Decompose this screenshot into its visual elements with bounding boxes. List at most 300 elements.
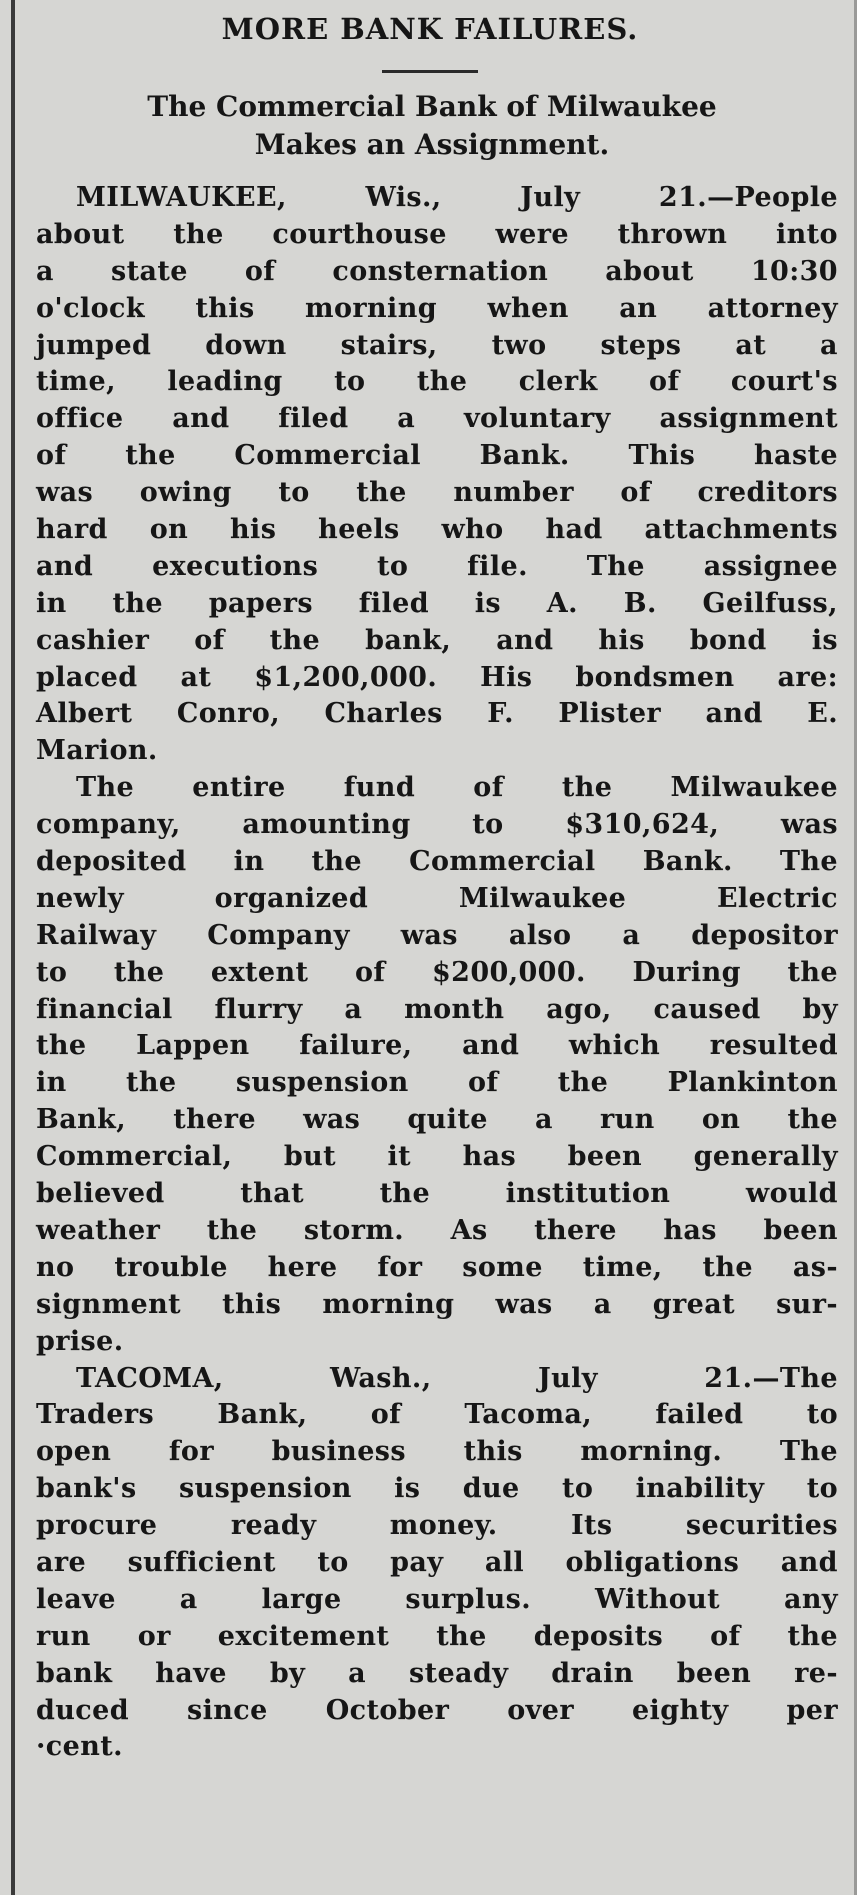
article-word: of bbox=[194, 624, 225, 656]
article-word: B. bbox=[623, 587, 657, 619]
article-word: Wis., bbox=[365, 182, 442, 213]
article-word: at bbox=[735, 329, 767, 361]
article-word: the bbox=[125, 440, 176, 472]
article-word: Electric bbox=[716, 882, 838, 914]
article-word: prise. bbox=[36, 1325, 124, 1357]
article-word: July bbox=[520, 182, 581, 213]
article-word: fund bbox=[343, 772, 416, 804]
article-line bbox=[36, 586, 838, 623]
article-word: any bbox=[783, 1583, 838, 1615]
article-word: jumped bbox=[36, 329, 152, 361]
article-word: the bbox=[702, 1251, 753, 1283]
article-word: extent bbox=[210, 956, 309, 988]
article-word: depositor bbox=[691, 919, 838, 951]
article-word: the bbox=[787, 956, 838, 988]
article-word: court's bbox=[730, 366, 838, 398]
article-word: of bbox=[36, 440, 67, 472]
article-word: Tacoma, bbox=[464, 1399, 593, 1431]
article-word: obligations bbox=[565, 1546, 740, 1578]
article-word: excitement bbox=[217, 1620, 390, 1652]
article-word: this bbox=[222, 1288, 282, 1320]
article-word: Commercial bbox=[409, 846, 596, 878]
article-line bbox=[36, 1656, 838, 1693]
article-word: October bbox=[325, 1694, 450, 1726]
article-word: duced bbox=[36, 1694, 130, 1726]
article-word: 21.—The bbox=[704, 1362, 838, 1394]
article-word: been bbox=[763, 1214, 838, 1246]
article-word: Bank, bbox=[36, 1104, 127, 1136]
article-word: attorney bbox=[707, 292, 838, 324]
article-word: Plister bbox=[558, 698, 662, 730]
article-word: voluntary bbox=[463, 403, 611, 435]
article-word: consternation bbox=[332, 255, 549, 287]
article-word: to bbox=[806, 1399, 838, 1431]
article-word: newly bbox=[36, 882, 124, 914]
article-word: flurry bbox=[214, 993, 303, 1025]
article-word: morning. bbox=[580, 1436, 723, 1468]
article-word: assignee bbox=[703, 550, 838, 582]
article-word: a bbox=[344, 993, 363, 1025]
article-word: The bbox=[586, 550, 645, 582]
article-word: deposits bbox=[533, 1620, 664, 1652]
article-word: money. bbox=[389, 1510, 498, 1542]
subheadline-line-1: The Commercial Bank of Milwaukee bbox=[147, 90, 717, 123]
article-word: was bbox=[303, 1104, 361, 1136]
article-word: by bbox=[802, 993, 838, 1025]
article-word: a bbox=[36, 255, 54, 287]
article-line bbox=[36, 1176, 838, 1213]
article-line bbox=[36, 1361, 838, 1398]
article-word: and bbox=[705, 698, 763, 730]
article-word: Bank, bbox=[217, 1399, 308, 1431]
article-word: his bbox=[598, 624, 645, 656]
article-word: file. bbox=[467, 550, 528, 582]
article-word: haste bbox=[754, 440, 838, 472]
article-line bbox=[36, 512, 838, 549]
article-word: resulted bbox=[709, 1030, 838, 1062]
article-word: eighty bbox=[631, 1694, 729, 1726]
article-word: or bbox=[137, 1620, 171, 1652]
article-word: some bbox=[462, 1251, 543, 1283]
article-word: there bbox=[534, 1214, 617, 1246]
article-word: creditors bbox=[697, 477, 838, 509]
article-word: filed bbox=[278, 403, 349, 435]
article-word: storm. bbox=[303, 1214, 405, 1246]
article-word: morning bbox=[305, 292, 438, 324]
article-word: 21.—People bbox=[658, 182, 838, 213]
article-word: and bbox=[172, 403, 230, 435]
article-word: inability bbox=[635, 1473, 765, 1505]
article-word: The bbox=[779, 1436, 838, 1468]
article-word: leave bbox=[36, 1583, 116, 1615]
article-word: bank, bbox=[365, 624, 452, 656]
article-word: A. bbox=[546, 587, 578, 619]
article-word: bank's bbox=[36, 1473, 137, 1505]
article-word: hard bbox=[36, 514, 108, 546]
article-word: clerk bbox=[518, 366, 598, 398]
article-word: financial bbox=[36, 993, 173, 1025]
article-word: the bbox=[269, 624, 321, 656]
article-word: amounting bbox=[242, 809, 411, 841]
article-word: on bbox=[149, 514, 189, 546]
article-line bbox=[36, 881, 838, 918]
article-word: bond bbox=[689, 624, 767, 656]
article-word: This bbox=[628, 440, 696, 472]
article-word: to bbox=[472, 809, 504, 841]
article-word: attachments bbox=[644, 514, 838, 546]
article-word: the bbox=[112, 587, 163, 619]
article-word: The bbox=[779, 846, 838, 878]
article-word: would bbox=[745, 1178, 838, 1210]
article-line bbox=[36, 1324, 838, 1361]
article-word: Without bbox=[594, 1583, 721, 1615]
article-word: of bbox=[370, 1399, 402, 1431]
article-word: is bbox=[474, 587, 502, 619]
article-word: due bbox=[462, 1473, 520, 1505]
article-word: the bbox=[557, 1067, 609, 1099]
article-word: run bbox=[36, 1620, 91, 1652]
article-word: of bbox=[244, 255, 276, 287]
article-word: entire bbox=[192, 772, 286, 804]
article-word: has bbox=[462, 1141, 517, 1173]
article-word: ago, bbox=[546, 993, 612, 1025]
article-line bbox=[36, 1287, 838, 1324]
article-word: Geilfuss, bbox=[702, 587, 838, 619]
article-word: to bbox=[377, 550, 409, 582]
article-line bbox=[36, 1065, 838, 1102]
article-word: down bbox=[205, 329, 287, 361]
article-word: of bbox=[649, 366, 680, 398]
article-word: $1,200,000. bbox=[254, 661, 438, 693]
subheadline bbox=[24, 88, 840, 164]
article-word: the bbox=[173, 218, 224, 250]
article-word: believed bbox=[36, 1178, 165, 1210]
article-word: F. bbox=[487, 698, 514, 730]
article-word: was bbox=[36, 477, 94, 509]
article-word: as- bbox=[792, 1251, 838, 1283]
article-word: here bbox=[267, 1251, 338, 1283]
article-word: and bbox=[496, 624, 554, 656]
article-word: time, bbox=[582, 1251, 663, 1283]
article-word: Milwaukee bbox=[458, 882, 627, 914]
article-line bbox=[36, 918, 838, 955]
article-word: since bbox=[187, 1694, 268, 1726]
article-line bbox=[36, 401, 838, 438]
article-word: Its bbox=[570, 1510, 613, 1542]
headline: MORE BANK FAILURES. bbox=[221, 12, 639, 46]
article-word: in bbox=[36, 1067, 67, 1099]
article-word: business bbox=[271, 1436, 406, 1468]
article-word: this bbox=[195, 292, 255, 324]
article-word: for bbox=[168, 1436, 214, 1468]
article-word: owing bbox=[139, 477, 232, 509]
article-word: heels bbox=[318, 514, 400, 546]
article-line bbox=[36, 807, 838, 844]
article-word: placed bbox=[36, 661, 138, 693]
article-word: for bbox=[377, 1251, 423, 1283]
article-word: quite bbox=[407, 1104, 488, 1136]
article-word: it bbox=[387, 1141, 412, 1173]
article-word: papers bbox=[208, 587, 313, 619]
article-word: cashier bbox=[36, 624, 150, 656]
article-line bbox=[36, 696, 838, 733]
article-line bbox=[36, 1250, 838, 1287]
article-word: Railway bbox=[36, 919, 157, 951]
article-word: at bbox=[180, 661, 212, 693]
article-line bbox=[36, 733, 838, 770]
article-word: are bbox=[36, 1546, 87, 1578]
article-word: a bbox=[179, 1583, 198, 1615]
article-word: generally bbox=[693, 1141, 838, 1173]
article-word: pay bbox=[390, 1546, 444, 1578]
article-word: run bbox=[600, 1104, 655, 1136]
article-line bbox=[36, 217, 838, 254]
article-word: the bbox=[206, 1214, 258, 1246]
article-word: company, bbox=[36, 809, 181, 841]
article-word: to bbox=[806, 1473, 838, 1505]
article-word: per bbox=[786, 1694, 838, 1726]
article-word: in bbox=[36, 587, 67, 619]
article-word: to bbox=[561, 1473, 594, 1505]
article-line bbox=[36, 844, 838, 881]
article-word: July bbox=[537, 1362, 598, 1394]
article-line bbox=[36, 475, 838, 512]
article-word: office bbox=[36, 403, 124, 435]
article-line bbox=[36, 1397, 838, 1434]
column-rule-left bbox=[11, 0, 15, 1895]
article-word: Albert bbox=[36, 698, 133, 730]
headline-divider bbox=[382, 70, 478, 73]
article-word: bank bbox=[36, 1657, 113, 1689]
article-word: Bank. bbox=[479, 440, 570, 472]
article-word: signment bbox=[36, 1288, 182, 1320]
article-word: a bbox=[593, 1288, 612, 1320]
article-word: During bbox=[632, 956, 741, 988]
article-word: to bbox=[334, 366, 366, 398]
article-word: no bbox=[36, 1251, 75, 1283]
article-word: the bbox=[113, 956, 165, 988]
article-word: filed bbox=[358, 587, 429, 619]
article-line bbox=[36, 1028, 838, 1065]
article-word: the bbox=[379, 1178, 431, 1210]
article-word: organized bbox=[214, 882, 369, 914]
article-word: Commercial bbox=[234, 440, 421, 472]
article-word: the bbox=[416, 366, 468, 398]
article-word: the bbox=[787, 1620, 838, 1652]
article-word: E. bbox=[807, 698, 838, 730]
article-line bbox=[36, 1508, 838, 1545]
article-line bbox=[36, 438, 838, 475]
article-word: ·cent. bbox=[36, 1731, 123, 1763]
article-word: the bbox=[126, 1067, 177, 1099]
article-line bbox=[36, 1693, 838, 1730]
article-word: this bbox=[463, 1436, 523, 1468]
article-word: Charles bbox=[324, 698, 443, 730]
article-word: sur- bbox=[776, 1288, 838, 1320]
article-word: securities bbox=[685, 1510, 838, 1542]
article-word: of bbox=[620, 477, 651, 509]
article-word: and bbox=[780, 1546, 838, 1578]
article-word: drain bbox=[551, 1657, 634, 1689]
article-word: Marion. bbox=[36, 735, 158, 767]
article-word: Company bbox=[207, 919, 350, 951]
article-line bbox=[36, 660, 838, 697]
article-word: Wash., bbox=[330, 1362, 432, 1394]
article-word: the bbox=[561, 772, 613, 804]
article-word: steps bbox=[600, 329, 682, 361]
article-word: the bbox=[36, 1030, 87, 1062]
article-word: the bbox=[436, 1620, 487, 1652]
article-word: $310,624, bbox=[565, 809, 720, 841]
article-line bbox=[36, 549, 838, 586]
article-word: failed bbox=[655, 1399, 744, 1431]
article-line bbox=[36, 254, 838, 291]
article-word: Milwaukee bbox=[670, 772, 838, 804]
article-word: to bbox=[278, 477, 310, 509]
article-word: $200,000. bbox=[431, 956, 586, 988]
article-word: had bbox=[545, 514, 603, 546]
article-line bbox=[36, 328, 838, 365]
article-word: the bbox=[311, 846, 362, 878]
article-word: all bbox=[484, 1546, 525, 1578]
article-word: Commercial, bbox=[36, 1141, 233, 1173]
article-word: when bbox=[487, 292, 569, 324]
article-line bbox=[36, 955, 838, 992]
article-line bbox=[36, 1545, 838, 1582]
article-line bbox=[36, 1471, 838, 1508]
article-word: to bbox=[317, 1546, 349, 1578]
article-word: which bbox=[568, 1030, 661, 1062]
article-word: 10:30 bbox=[750, 255, 838, 287]
article-word: was bbox=[400, 919, 458, 951]
article-word: The bbox=[76, 772, 135, 804]
article-word: a bbox=[622, 919, 641, 951]
article-word: TACOMA, bbox=[76, 1362, 224, 1394]
article-line bbox=[36, 1729, 838, 1766]
article-word: there bbox=[173, 1104, 256, 1136]
article-word: of bbox=[467, 1067, 499, 1099]
article-word: of bbox=[473, 772, 504, 804]
article-word: courthouse bbox=[272, 218, 447, 250]
article-word: open bbox=[36, 1436, 112, 1468]
article-word: Lappen bbox=[136, 1030, 250, 1062]
article-word: Plankinton bbox=[667, 1067, 838, 1099]
article-word: about bbox=[36, 218, 125, 250]
article-word: in bbox=[233, 846, 265, 878]
article-word: time, bbox=[36, 366, 116, 398]
article-word: was bbox=[495, 1288, 553, 1320]
article-word: the bbox=[356, 477, 407, 509]
article-line bbox=[36, 1102, 838, 1139]
article-word: great bbox=[652, 1288, 735, 1320]
article-word: executions bbox=[152, 550, 319, 582]
article-word: his bbox=[230, 514, 277, 546]
article-word: suspension bbox=[235, 1067, 409, 1099]
article-word: to bbox=[36, 956, 68, 988]
article-line bbox=[36, 1213, 838, 1250]
article-word: is bbox=[394, 1473, 421, 1505]
article-word: was bbox=[780, 809, 838, 841]
article-word: by bbox=[269, 1657, 306, 1689]
article-word: number bbox=[453, 477, 574, 509]
article-word: re- bbox=[794, 1657, 838, 1689]
article-word: but bbox=[283, 1141, 336, 1173]
article-word: been bbox=[567, 1141, 643, 1173]
article-word: MILWAUKEE, bbox=[76, 182, 287, 213]
article-line bbox=[36, 1582, 838, 1619]
article-word: Conro, bbox=[176, 698, 281, 730]
article-word: into bbox=[775, 218, 838, 250]
article-word: surplus. bbox=[405, 1583, 532, 1615]
article-word: and bbox=[462, 1030, 520, 1062]
article-word: morning bbox=[322, 1288, 455, 1320]
article-word: of bbox=[354, 956, 386, 988]
article-body bbox=[36, 180, 838, 1766]
article-line bbox=[36, 1619, 838, 1656]
article-word: caused bbox=[653, 993, 761, 1025]
article-word: His bbox=[480, 661, 533, 693]
article-word: and bbox=[36, 550, 94, 582]
article-word: a bbox=[397, 403, 416, 435]
article-word: suspension bbox=[178, 1473, 352, 1505]
article-line bbox=[36, 770, 838, 807]
article-word: are: bbox=[777, 661, 838, 693]
article-word: leading bbox=[167, 366, 283, 398]
article-word: failure, bbox=[299, 1030, 413, 1062]
article-word: trouble bbox=[114, 1251, 228, 1283]
article-word: institution bbox=[505, 1178, 671, 1210]
article-line bbox=[36, 180, 838, 217]
article-word: who bbox=[441, 514, 504, 546]
article-word: large bbox=[261, 1583, 342, 1615]
article-word: deposited bbox=[36, 846, 187, 878]
article-word: assignment bbox=[659, 403, 838, 435]
article-word: month bbox=[404, 993, 505, 1025]
article-line bbox=[36, 364, 838, 401]
article-word: also bbox=[508, 919, 572, 951]
article-word: have bbox=[155, 1657, 227, 1689]
article-word: over bbox=[507, 1694, 574, 1726]
article-word: an bbox=[619, 292, 658, 324]
article-word: o'clock bbox=[36, 292, 145, 324]
article-word: were bbox=[495, 218, 569, 250]
article-word: stairs, bbox=[340, 329, 438, 361]
article-word: As bbox=[450, 1214, 488, 1246]
article-word: has bbox=[663, 1214, 717, 1246]
article-word: procure bbox=[36, 1510, 158, 1542]
article-word: bondsmen bbox=[575, 661, 735, 693]
article-line bbox=[36, 623, 838, 660]
article-word: thrown bbox=[617, 218, 728, 250]
article-word: of bbox=[710, 1620, 741, 1652]
article-word: that bbox=[240, 1178, 304, 1210]
article-word: the bbox=[787, 1104, 838, 1136]
article-word: weather bbox=[36, 1214, 161, 1246]
article-word: sufficient bbox=[127, 1546, 276, 1578]
subheadline-line-2: Makes an Assignment. bbox=[254, 128, 610, 161]
article-word: Traders bbox=[36, 1399, 155, 1431]
article-line bbox=[36, 1139, 838, 1176]
article-word: Bank. bbox=[642, 846, 733, 878]
article-word: been bbox=[676, 1657, 752, 1689]
article-word: on bbox=[701, 1104, 741, 1136]
article-word: is bbox=[811, 624, 838, 656]
article-word: a bbox=[534, 1104, 553, 1136]
article-word: steady bbox=[409, 1657, 509, 1689]
article-word: about bbox=[605, 255, 694, 287]
article-word: two bbox=[491, 329, 547, 361]
article-word: state bbox=[110, 255, 188, 287]
